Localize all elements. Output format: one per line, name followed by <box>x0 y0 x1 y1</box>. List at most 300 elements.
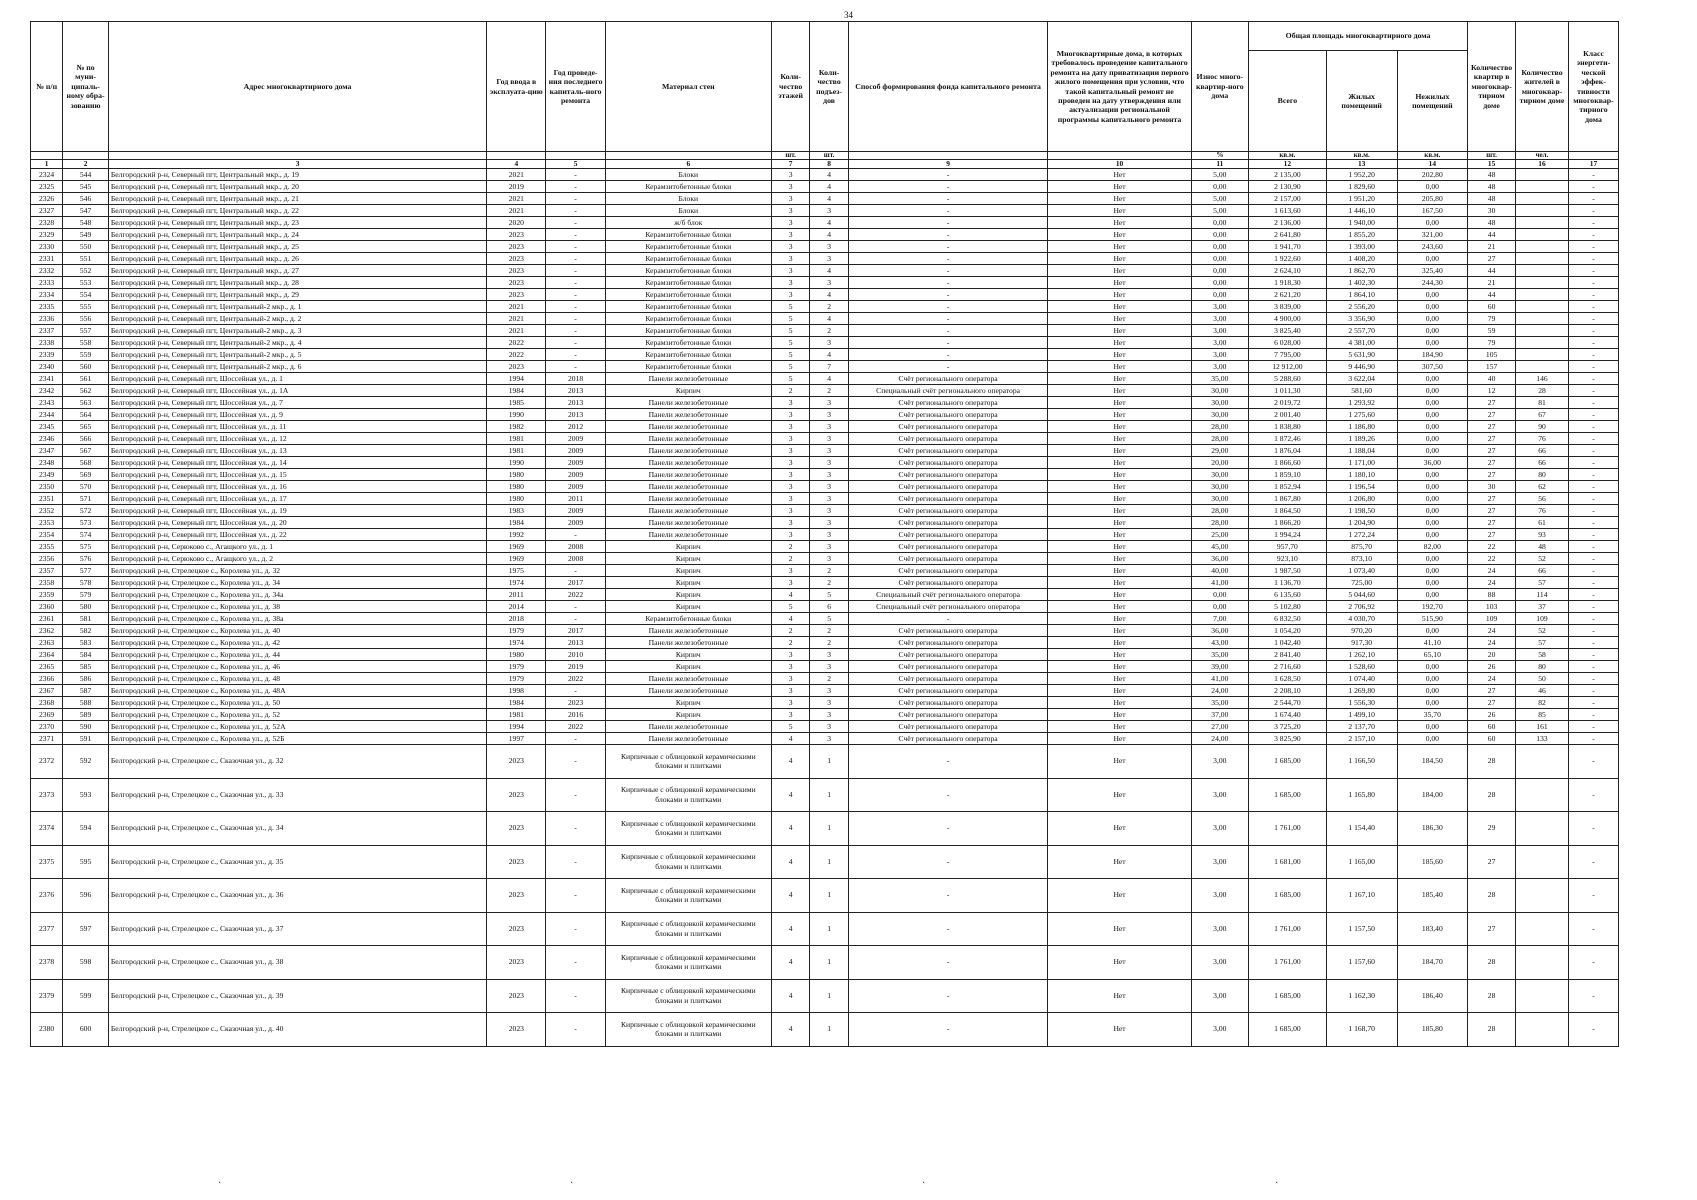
cell-wear: 36,00 <box>1191 553 1248 565</box>
cell-wall-material: Керамзитобетонные блоки <box>605 313 771 325</box>
cell-area-total: 1 761,00 <box>1248 812 1326 846</box>
cell-municipal-num: 583 <box>63 637 109 649</box>
cell-entrances: 4 <box>810 217 848 229</box>
cell-wall-material: Кирпич <box>605 649 771 661</box>
cell-need-repair: Нет <box>1048 697 1191 709</box>
cell-floors: 4 <box>771 589 809 601</box>
cell-area-total: 2 544,70 <box>1248 697 1326 709</box>
cell-need-repair: Нет <box>1048 529 1191 541</box>
cell-wear: 24,00 <box>1191 685 1248 697</box>
cell-need-repair: Нет <box>1048 457 1191 469</box>
cell-municipal-num: 555 <box>63 301 109 313</box>
cell-wall-material: Кирпич <box>605 589 771 601</box>
cell-residents: 85 <box>1515 709 1568 721</box>
cell-row-num: 2358 <box>31 577 63 589</box>
cell-area-total: 1 685,00 <box>1248 745 1326 779</box>
cell-residents <box>1515 946 1568 980</box>
table-row <box>31 1013 1619 1047</box>
cell-municipal-num: 577 <box>63 565 109 577</box>
cell-address: Белгородский р-н, Серюково с., Агащкого ул., д. 2 <box>108 553 486 565</box>
cell-residents <box>1515 361 1568 373</box>
cell-energy-class: - <box>1568 469 1618 481</box>
cell-floors: 3 <box>771 577 809 589</box>
cell-municipal-num: 553 <box>63 277 109 289</box>
cell-entrances: 3 <box>810 733 848 745</box>
table-row <box>31 601 1619 613</box>
cell-entrances: 1 <box>810 912 848 946</box>
cell-residents <box>1515 265 1568 277</box>
cell-row-num: 2373 <box>31 778 63 812</box>
cell-area-living: 1 168,70 <box>1326 1013 1397 1047</box>
cell-entrances: 3 <box>810 253 848 265</box>
cell-row-num: 2324 <box>31 169 63 181</box>
cell-last-repair: - <box>546 812 605 846</box>
unit-cell <box>605 152 771 160</box>
col-header-apartments: Количество квартир в многоквар-тирном доме <box>1468 22 1516 152</box>
cell-wall-material: Керамзитобетонные блоки <box>605 241 771 253</box>
cell-year-built: 1983 <box>487 505 546 517</box>
cell-row-num: 2360 <box>31 601 63 613</box>
cell-apartments: 30 <box>1468 205 1516 217</box>
cell-floors: 5 <box>771 601 809 613</box>
table-row <box>31 325 1619 337</box>
cell-wear: 36,00 <box>1191 625 1248 637</box>
cell-area-total: 1 761,00 <box>1248 912 1326 946</box>
col-number: 14 <box>1397 160 1468 169</box>
cell-area-total: 923,10 <box>1248 553 1326 565</box>
cell-floors: 3 <box>771 709 809 721</box>
cell-address: Белгородский р-н, Северный пгт, Центральный мкр., д. 22 <box>108 205 486 217</box>
cell-row-num: 2362 <box>31 625 63 637</box>
cell-area-living: 1 180,10 <box>1326 469 1397 481</box>
cell-floors: 2 <box>771 385 809 397</box>
cell-area-nonliving: 0,00 <box>1397 697 1468 709</box>
cell-entrances: 3 <box>810 205 848 217</box>
cell-wall-material: Панели железобетонные <box>605 409 771 421</box>
cell-need-repair: Нет <box>1048 253 1191 265</box>
cell-municipal-num: 559 <box>63 349 109 361</box>
cell-year-built: 1980 <box>487 649 546 661</box>
cell-fund-method: - <box>848 1013 1048 1047</box>
cell-floors: 3 <box>771 205 809 217</box>
cell-area-living: 1 855,20 <box>1326 229 1397 241</box>
cell-energy-class: - <box>1568 337 1618 349</box>
cell-wall-material: Кирпич <box>605 385 771 397</box>
cell-area-total: 2 001,40 <box>1248 409 1326 421</box>
cell-year-built: 2021 <box>487 325 546 337</box>
table-row <box>31 433 1619 445</box>
table-row <box>31 385 1619 397</box>
cell-wear: 0,00 <box>1191 229 1248 241</box>
col-header-area-nonliving: Нежилых помещений <box>1397 51 1468 152</box>
cell-year-built: 2023 <box>487 277 546 289</box>
cell-municipal-num: 563 <box>63 397 109 409</box>
cell-energy-class: - <box>1568 361 1618 373</box>
cell-floors: 3 <box>771 265 809 277</box>
cell-address: Белгородский р-н, Стрелецкое с., Королева ул., д. 52Б <box>108 733 486 745</box>
table-row <box>31 565 1619 577</box>
cell-area-total: 1 011,30 <box>1248 385 1326 397</box>
cell-wear: 3,00 <box>1191 337 1248 349</box>
table-row <box>31 577 1619 589</box>
cell-apartments: 88 <box>1468 589 1516 601</box>
cell-area-nonliving: 0,00 <box>1397 673 1468 685</box>
cell-fund-method: Счёт регионального оператора <box>848 637 1048 649</box>
cell-need-repair: Нет <box>1048 637 1191 649</box>
cell-apartments: 24 <box>1468 625 1516 637</box>
cell-wear: 0,00 <box>1191 277 1248 289</box>
cell-entrances: 3 <box>810 457 848 469</box>
cell-last-repair: - <box>546 565 605 577</box>
cell-address: Белгородский р-н, Северный пгт, Шоссейная ул., д. 15 <box>108 469 486 481</box>
cell-wall-material: Панели железобетонные <box>605 397 771 409</box>
cell-area-total: 1 761,00 <box>1248 946 1326 980</box>
cell-area-living: 3 622,04 <box>1326 373 1397 385</box>
cell-area-living: 1 528,60 <box>1326 661 1397 673</box>
cell-need-repair: Нет <box>1048 685 1191 697</box>
cell-energy-class: - <box>1568 433 1618 445</box>
cell-floors: 4 <box>771 613 809 625</box>
cell-entrances: 3 <box>810 277 848 289</box>
cell-area-nonliving: 186,40 <box>1397 979 1468 1013</box>
cell-row-num: 2339 <box>31 349 63 361</box>
cell-energy-class: - <box>1568 217 1618 229</box>
cell-wear: 5,00 <box>1191 205 1248 217</box>
cell-area-living: 1 269,80 <box>1326 685 1397 697</box>
cell-floors: 3 <box>771 409 809 421</box>
cell-area-total: 1 866,20 <box>1248 517 1326 529</box>
table-row <box>31 265 1619 277</box>
cell-entrances: 3 <box>810 337 848 349</box>
cell-area-nonliving: 0,00 <box>1397 565 1468 577</box>
table-row <box>31 912 1619 946</box>
cell-wall-material: Панели железобетонные <box>605 481 771 493</box>
cell-floors: 2 <box>771 553 809 565</box>
cell-need-repair: Нет <box>1048 778 1191 812</box>
cell-row-num: 2361 <box>31 613 63 625</box>
cell-municipal-num: 586 <box>63 673 109 685</box>
cell-entrances: 3 <box>810 553 848 565</box>
cell-year-built: 2023 <box>487 879 546 913</box>
cell-entrances: 4 <box>810 193 848 205</box>
scan-dot: · <box>218 1178 222 1189</box>
cell-area-living: 1 189,26 <box>1326 433 1397 445</box>
cell-apartments: 27 <box>1468 457 1516 469</box>
cell-area-nonliving: 185,60 <box>1397 845 1468 879</box>
unit-cell: кв.м. <box>1397 152 1468 160</box>
cell-area-total: 2 716,60 <box>1248 661 1326 673</box>
cell-floors: 4 <box>771 745 809 779</box>
cell-entrances: 3 <box>810 241 848 253</box>
cell-year-built: 1974 <box>487 577 546 589</box>
cell-wear: 0,00 <box>1191 217 1248 229</box>
scan-dot: · <box>570 1178 574 1189</box>
cell-address: Белгородский р-н, Стрелецкое с., Сказочная ул., д. 39 <box>108 979 486 1013</box>
cell-wall-material: Кирпичные с облицовкой керамическими блоками и плитками <box>605 912 771 946</box>
cell-entrances: 3 <box>810 433 848 445</box>
cell-residents <box>1515 745 1568 779</box>
cell-municipal-num: 588 <box>63 697 109 709</box>
cell-last-repair: 2013 <box>546 385 605 397</box>
cell-need-repair: Нет <box>1048 313 1191 325</box>
cell-area-nonliving: 0,00 <box>1397 625 1468 637</box>
table-row <box>31 493 1619 505</box>
cell-floors: 5 <box>771 325 809 337</box>
cell-area-total: 1 987,50 <box>1248 565 1326 577</box>
cell-year-built: 2021 <box>487 193 546 205</box>
cell-row-num: 2355 <box>31 541 63 553</box>
cell-residents: 62 <box>1515 481 1568 493</box>
cell-area-total: 2 641,80 <box>1248 229 1326 241</box>
cell-last-repair: - <box>546 325 605 337</box>
cell-row-num: 2367 <box>31 685 63 697</box>
cell-area-total: 12 912,00 <box>1248 361 1326 373</box>
cell-wall-material: Кирпичные с облицовкой керамическими блоками и плитками <box>605 812 771 846</box>
cell-last-repair: 2012 <box>546 421 605 433</box>
cell-residents <box>1515 845 1568 879</box>
table-row <box>31 289 1619 301</box>
cell-wall-material: Панели железобетонные <box>605 529 771 541</box>
col-number: 16 <box>1515 160 1568 169</box>
cell-residents <box>1515 301 1568 313</box>
cell-apartments: 27 <box>1468 493 1516 505</box>
cell-area-total: 2 621,20 <box>1248 289 1326 301</box>
cell-wear: 20,00 <box>1191 457 1248 469</box>
cell-area-living: 5 631,90 <box>1326 349 1397 361</box>
cell-apartments: 24 <box>1468 565 1516 577</box>
cell-year-built: 2023 <box>487 745 546 779</box>
cell-entrances: 3 <box>810 409 848 421</box>
cell-residents <box>1515 778 1568 812</box>
cell-floors: 3 <box>771 505 809 517</box>
cell-residents: 76 <box>1515 505 1568 517</box>
cell-wear: 28,00 <box>1191 517 1248 529</box>
cell-municipal-num: 581 <box>63 613 109 625</box>
col-number: 1 <box>31 160 63 169</box>
cell-wear: 40,00 <box>1191 565 1248 577</box>
cell-municipal-num: 599 <box>63 979 109 1013</box>
cell-energy-class: - <box>1568 721 1618 733</box>
cell-last-repair: 2018 <box>546 373 605 385</box>
cell-energy-class: - <box>1568 265 1618 277</box>
cell-entrances: 2 <box>810 385 848 397</box>
cell-energy-class: - <box>1568 565 1618 577</box>
cell-wall-material: Кирпич <box>605 661 771 673</box>
cell-residents: 58 <box>1515 649 1568 661</box>
cell-residents: 46 <box>1515 685 1568 697</box>
cell-area-nonliving: 167,50 <box>1397 205 1468 217</box>
cell-municipal-num: 580 <box>63 601 109 613</box>
table-row <box>31 397 1619 409</box>
cell-area-nonliving: 0,00 <box>1397 469 1468 481</box>
cell-need-repair: Нет <box>1048 721 1191 733</box>
scan-dot: · <box>922 1178 926 1189</box>
cell-wall-material: Панели железобетонные <box>605 457 771 469</box>
cell-address: Белгородский р-н, Стрелецкое с., Королева ул., д. 40 <box>108 625 486 637</box>
table-row <box>31 697 1619 709</box>
cell-municipal-num: 597 <box>63 912 109 946</box>
unit-cell <box>1568 152 1618 160</box>
cell-row-num: 2350 <box>31 481 63 493</box>
col-header-energy-class: Класс энергети-ческой эффек-тивности многоквар-тирного дома <box>1568 22 1618 152</box>
cell-row-num: 2356 <box>31 553 63 565</box>
cell-apartments: 30 <box>1468 481 1516 493</box>
cell-fund-method: - <box>848 205 1048 217</box>
cell-wear: 45,00 <box>1191 541 1248 553</box>
cell-row-num: 2370 <box>31 721 63 733</box>
cell-wear: 3,00 <box>1191 349 1248 361</box>
cell-need-repair: Нет <box>1048 289 1191 301</box>
cell-need-repair: Нет <box>1048 349 1191 361</box>
cell-area-total: 1 876,04 <box>1248 445 1326 457</box>
cell-last-repair: - <box>546 745 605 779</box>
cell-floors: 3 <box>771 433 809 445</box>
cell-municipal-num: 589 <box>63 709 109 721</box>
cell-area-nonliving: 0,00 <box>1397 445 1468 457</box>
cell-energy-class: - <box>1568 205 1618 217</box>
cell-municipal-num: 592 <box>63 745 109 779</box>
cell-area-total: 1 685,00 <box>1248 778 1326 812</box>
cell-residents: 82 <box>1515 697 1568 709</box>
cell-entrances: 3 <box>810 721 848 733</box>
cell-area-total: 1 628,50 <box>1248 673 1326 685</box>
cell-municipal-num: 574 <box>63 529 109 541</box>
cell-year-built: 1994 <box>487 721 546 733</box>
cell-area-nonliving: 0,00 <box>1397 421 1468 433</box>
cell-entrances: 3 <box>810 709 848 721</box>
table-row <box>31 721 1619 733</box>
cell-fund-method: Счёт регионального оператора <box>848 577 1048 589</box>
cell-row-num: 2346 <box>31 433 63 445</box>
cell-address: Белгородский р-н, Стрелецкое с., Сказочная ул., д. 34 <box>108 812 486 846</box>
cell-need-repair: Нет <box>1048 733 1191 745</box>
cell-fund-method: Счёт регионального оператора <box>848 733 1048 745</box>
cell-apartments: 48 <box>1468 169 1516 181</box>
cell-energy-class: - <box>1568 253 1618 265</box>
cell-area-total: 3 725,20 <box>1248 721 1326 733</box>
cell-need-repair: Нет <box>1048 409 1191 421</box>
cell-year-built: 1981 <box>487 709 546 721</box>
cell-address: Белгородский р-н, Северный пгт, Шоссейная ул., д. 22 <box>108 529 486 541</box>
cell-row-num: 2352 <box>31 505 63 517</box>
cell-floors: 3 <box>771 277 809 289</box>
cell-apartments: 48 <box>1468 217 1516 229</box>
cell-need-repair: Нет <box>1048 193 1191 205</box>
col-number: 11 <box>1191 160 1248 169</box>
cell-fund-method: Счёт регионального оператора <box>848 409 1048 421</box>
cell-last-repair: - <box>546 265 605 277</box>
cell-address: Белгородский р-н, Стрелецкое с., Королева ул., д. 42 <box>108 637 486 649</box>
cell-wear: 3,00 <box>1191 301 1248 313</box>
cell-year-built: 2023 <box>487 289 546 301</box>
cell-fund-method: - <box>848 912 1048 946</box>
cell-apartments: 26 <box>1468 661 1516 673</box>
cell-year-built: 2023 <box>487 845 546 879</box>
cell-area-living: 1 171,00 <box>1326 457 1397 469</box>
cell-row-num: 2348 <box>31 457 63 469</box>
cell-residents <box>1515 349 1568 361</box>
cell-address: Белгородский р-н, Стрелецкое с., Королева ул., д. 34а <box>108 589 486 601</box>
cell-area-living: 1 446,10 <box>1326 205 1397 217</box>
cell-entrances: 3 <box>810 661 848 673</box>
cell-wear: 3,00 <box>1191 912 1248 946</box>
cell-area-living: 970,20 <box>1326 625 1397 637</box>
cell-fund-method: - <box>848 241 1048 253</box>
cell-apartments: 48 <box>1468 193 1516 205</box>
cell-area-total: 5 288,60 <box>1248 373 1326 385</box>
cell-apartments: 27 <box>1468 433 1516 445</box>
cell-residents: 57 <box>1515 637 1568 649</box>
cell-fund-method: Счёт регионального оператора <box>848 469 1048 481</box>
cell-entrances: 3 <box>810 697 848 709</box>
cell-energy-class: - <box>1568 517 1618 529</box>
cell-area-total: 1 685,00 <box>1248 879 1326 913</box>
cell-floors: 3 <box>771 685 809 697</box>
cell-last-repair: - <box>546 229 605 241</box>
cell-last-repair: - <box>546 313 605 325</box>
cell-address: Белгородский р-н, Стрелецкое с., Королева ул., д. 38 <box>108 601 486 613</box>
cell-floors: 4 <box>771 912 809 946</box>
cell-fund-method: - <box>848 289 1048 301</box>
cell-wear: 30,00 <box>1191 409 1248 421</box>
cell-energy-class: - <box>1568 421 1618 433</box>
cell-area-living: 1 204,90 <box>1326 517 1397 529</box>
table-body <box>31 169 1619 1047</box>
cell-area-total: 1 685,00 <box>1248 1013 1326 1047</box>
cell-floors: 4 <box>771 845 809 879</box>
cell-entrances: 3 <box>810 493 848 505</box>
cell-energy-class: - <box>1568 946 1618 980</box>
table-row <box>31 649 1619 661</box>
cell-fund-method: Специальный счёт регионального оператора <box>848 385 1048 397</box>
cell-row-num: 2377 <box>31 912 63 946</box>
cell-fund-method: - <box>848 812 1048 846</box>
cell-address: Белгородский р-н, Северный пгт, Центральный-2 мкр., д. 4 <box>108 337 486 349</box>
header-row <box>31 22 1619 51</box>
cell-municipal-num: 557 <box>63 325 109 337</box>
cell-energy-class: - <box>1568 661 1618 673</box>
table-row <box>31 469 1619 481</box>
cell-address: Белгородский р-н, Северный пгт, Центральный мкр., д. 24 <box>108 229 486 241</box>
cell-year-built: 1990 <box>487 457 546 469</box>
table-row <box>31 181 1619 193</box>
cell-area-nonliving: 321,00 <box>1397 229 1468 241</box>
table-row <box>31 373 1619 385</box>
cell-year-built: 2023 <box>487 912 546 946</box>
cell-area-total: 7 795,00 <box>1248 349 1326 361</box>
cell-fund-method: - <box>848 217 1048 229</box>
cell-entrances: 2 <box>810 565 848 577</box>
cell-floors: 4 <box>771 879 809 913</box>
cell-year-built: 1984 <box>487 517 546 529</box>
cell-residents <box>1515 277 1568 289</box>
cell-apartments: 27 <box>1468 912 1516 946</box>
cell-last-repair: 2009 <box>546 445 605 457</box>
cell-address: Белгородский р-н, Стрелецкое с., Королева ул., д. 52А <box>108 721 486 733</box>
cell-need-repair: Нет <box>1048 385 1191 397</box>
cell-row-num: 2327 <box>31 205 63 217</box>
unit-cell <box>848 152 1048 160</box>
cell-apartments: 22 <box>1468 553 1516 565</box>
cell-wall-material: Керамзитобетонные блоки <box>605 253 771 265</box>
cell-residents: 28 <box>1515 385 1568 397</box>
cell-area-living: 1 829,60 <box>1326 181 1397 193</box>
cell-area-nonliving: 0,00 <box>1397 253 1468 265</box>
cell-residents <box>1515 193 1568 205</box>
cell-wear: 3,00 <box>1191 1013 1248 1047</box>
cell-entrances: 1 <box>810 745 848 779</box>
cell-wear: 30,00 <box>1191 493 1248 505</box>
